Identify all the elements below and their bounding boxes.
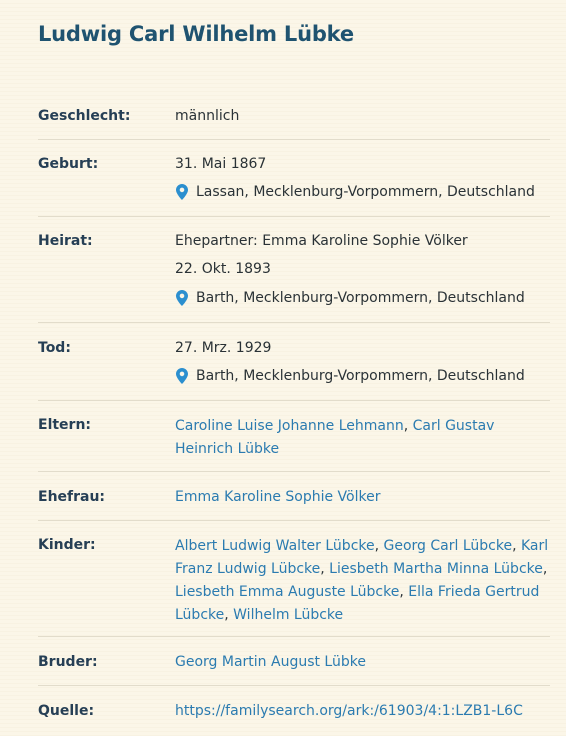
birth-date: 31. Mai 1867	[175, 156, 267, 172]
row-death	[38, 323, 550, 401]
child-link[interactable]: Liesbeth Martha Minna Lübcke	[329, 561, 543, 577]
marriage-label: Heirat:	[38, 233, 93, 249]
row-marriage	[38, 217, 550, 323]
row-birth	[38, 140, 550, 217]
parent-link[interactable]: Carl Gustav Heinrich Lübke	[175, 418, 495, 457]
children-label: Kinder:	[38, 537, 96, 553]
parent-link[interactable]: Caroline Luise Johanne Lehmann	[175, 418, 404, 434]
child-link[interactable]: Ella Frieda Gertrud Lübcke	[175, 584, 540, 623]
row-wife	[38, 472, 550, 521]
row-children	[38, 521, 550, 637]
wife-label: Ehefrau:	[38, 489, 106, 505]
marriage-spouse: Ehepartner: Emma Karoline Sophie Völker	[175, 233, 468, 249]
parents-value: Caroline Luise Johanne Lehmann, Carl Gustav Heinrich Lübke	[175, 418, 495, 457]
location-pin-icon	[176, 290, 188, 306]
row-brother	[38, 637, 550, 686]
source-link[interactable]: https://familysearch.org/ark:/61903/4:1:LZB1-L6C	[175, 703, 523, 719]
brother-link[interactable]: Georg Martin August Lübke	[175, 654, 366, 670]
brother-label: Bruder:	[38, 654, 98, 670]
death-place-text: Barth, Mecklenburg-Vorpommern, Deutschland	[196, 368, 525, 384]
location-pin-icon	[176, 368, 188, 384]
row-source	[38, 686, 550, 736]
gender-label: Geschlecht:	[38, 108, 131, 124]
death-date: 27. Mrz. 1929	[175, 340, 272, 356]
marriage-date: 22. Okt. 1893	[175, 261, 271, 277]
source-label: Quelle:	[38, 703, 95, 719]
child-link[interactable]: Liesbeth Emma Auguste Lübcke	[175, 584, 400, 600]
row-parents	[38, 401, 550, 472]
death-label: Tod:	[38, 340, 71, 356]
child-link[interactable]: Karl Franz Ludwig Lübcke	[175, 538, 549, 577]
gender-value: männlich	[175, 108, 240, 124]
death-place	[175, 366, 550, 386]
birth-place	[175, 182, 550, 202]
page-title: Ludwig Carl Wilhelm Lübke	[38, 22, 354, 46]
child-link[interactable]: Wilhelm Lübcke	[233, 607, 344, 623]
child-link[interactable]: Georg Carl Lübcke	[383, 538, 513, 554]
birth-place-text: Lassan, Mecklenburg-Vorpommern, Deutschland	[196, 184, 535, 200]
birth-label: Geburt:	[38, 156, 99, 172]
parents-label: Eltern:	[38, 417, 92, 433]
children-value: Albert Ludwig Walter Lübcke, Georg Carl Lübcke, Karl Franz Ludwig Lübcke, Liesbeth Martha Minna Lübcke, Liesbeth Emma Auguste Lübcke, Ella Frieda Gertrud Lübcke, Wilhelm Lübcke	[175, 538, 549, 623]
row-gender	[38, 72, 550, 140]
child-link[interactable]: Albert Ludwig Walter Lübcke	[175, 538, 375, 554]
marriage-place	[175, 288, 550, 308]
wife-link[interactable]: Emma Karoline Sophie Völker	[175, 489, 381, 505]
location-pin-icon	[176, 184, 188, 200]
marriage-place-text: Barth, Mecklenburg-Vorpommern, Deutschland	[196, 290, 525, 306]
